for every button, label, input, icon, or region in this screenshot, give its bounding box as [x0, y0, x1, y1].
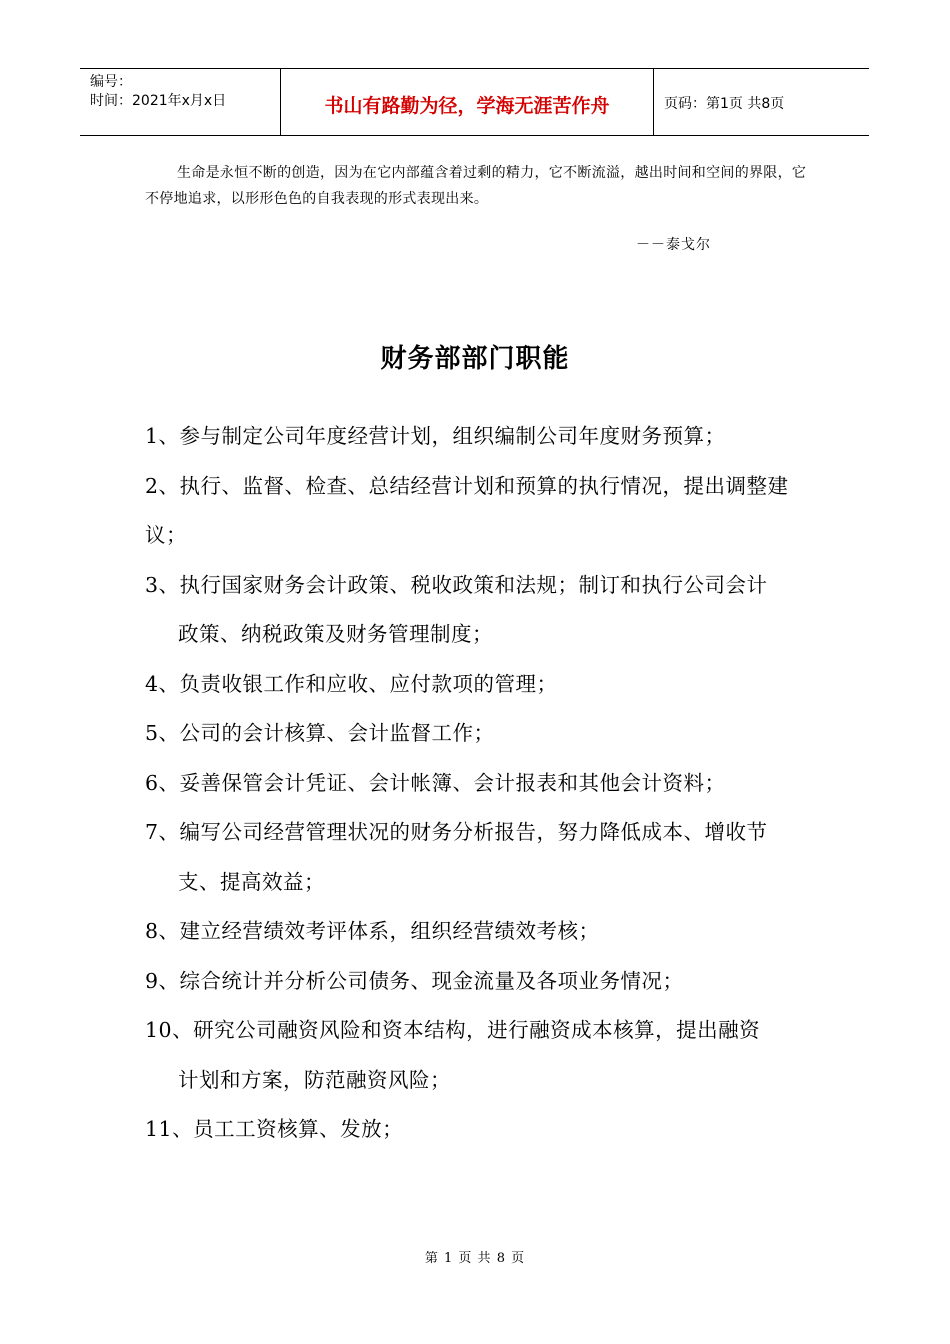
list-item: [145, 1105, 815, 1155]
duty-text: 7、编写公司经营管理状况的财务分析报告，努力降低成本、增收节: [145, 820, 768, 844]
duty-text-continued: 政策、纳税政策及财务管理制度；: [178, 622, 493, 646]
list-item: [145, 957, 815, 1007]
header-motto: 书山有路勤为径，学海无涯苦作舟: [281, 69, 654, 135]
duty-text-continued: 议；: [145, 523, 187, 547]
duty-text-continued: 支、提高效益；: [178, 869, 325, 894]
number-label: 编号：: [90, 74, 132, 90]
duty-text: 9、综合统计并分析公司债务、现金流量及各项业务情况；: [145, 968, 684, 993]
list-item: [145, 907, 815, 957]
header-meta: [80, 69, 281, 135]
list-item: [145, 1006, 815, 1105]
header-page-label: 页码：第1页 共8页: [664, 96, 785, 112]
list-item: [145, 660, 815, 710]
duties-list: [145, 412, 815, 1155]
duty-text: 5、公司的会计核算、会计监督工作；: [145, 721, 495, 745]
duty-text: 3、执行国家财务会计政策、税收政策和法规；制订和执行公司会计: [145, 572, 768, 597]
page-header: [80, 68, 869, 136]
list-item: [145, 412, 815, 462]
duty-text-continued: 计划和方案，防范融资风险；: [178, 1067, 451, 1092]
list-item: [145, 561, 815, 660]
duty-text: 6、妥善保管会计凭证、会计帐簿、会计报表和其他会计资料；: [145, 770, 726, 795]
duty-text: 1、参与制定公司年度经营计划，组织编制公司年度财务预算；: [145, 424, 726, 448]
list-item: [145, 462, 815, 561]
duty-text: 4、负责收银工作和应收、应付款项的管理；: [145, 671, 558, 696]
duty-text: 11、员工工资核算、发放；: [145, 1117, 404, 1141]
page-title: 财务部部门职能: [380, 344, 570, 374]
quote-author: －－泰戈尔: [636, 237, 711, 253]
page-footer: 第 1 页 共 8 页: [424, 1251, 526, 1266]
duty-text: 8、建立经营绩效考评体系，组织经营绩效考核；: [145, 919, 600, 943]
list-item: [145, 808, 815, 907]
quote-text: 生命是永恒不断的创造，因为在它内部蕴含着过剩的精力，它不断流溢，越出时间和空间的界限，它不停地追求，以形形色色的自我表现的形式表现出来。: [145, 165, 807, 207]
duty-text: 10、研究公司融资风险和资本结构，进行融资成本核算，提出融资: [145, 1018, 761, 1042]
duty-text: 2、执行、监督、检查、总结经营计划和预算的执行情况，提出调整建: [145, 473, 789, 498]
date-label: 时间：2021年x月x日: [90, 93, 227, 109]
list-item: [145, 709, 815, 759]
list-item: [145, 759, 815, 809]
